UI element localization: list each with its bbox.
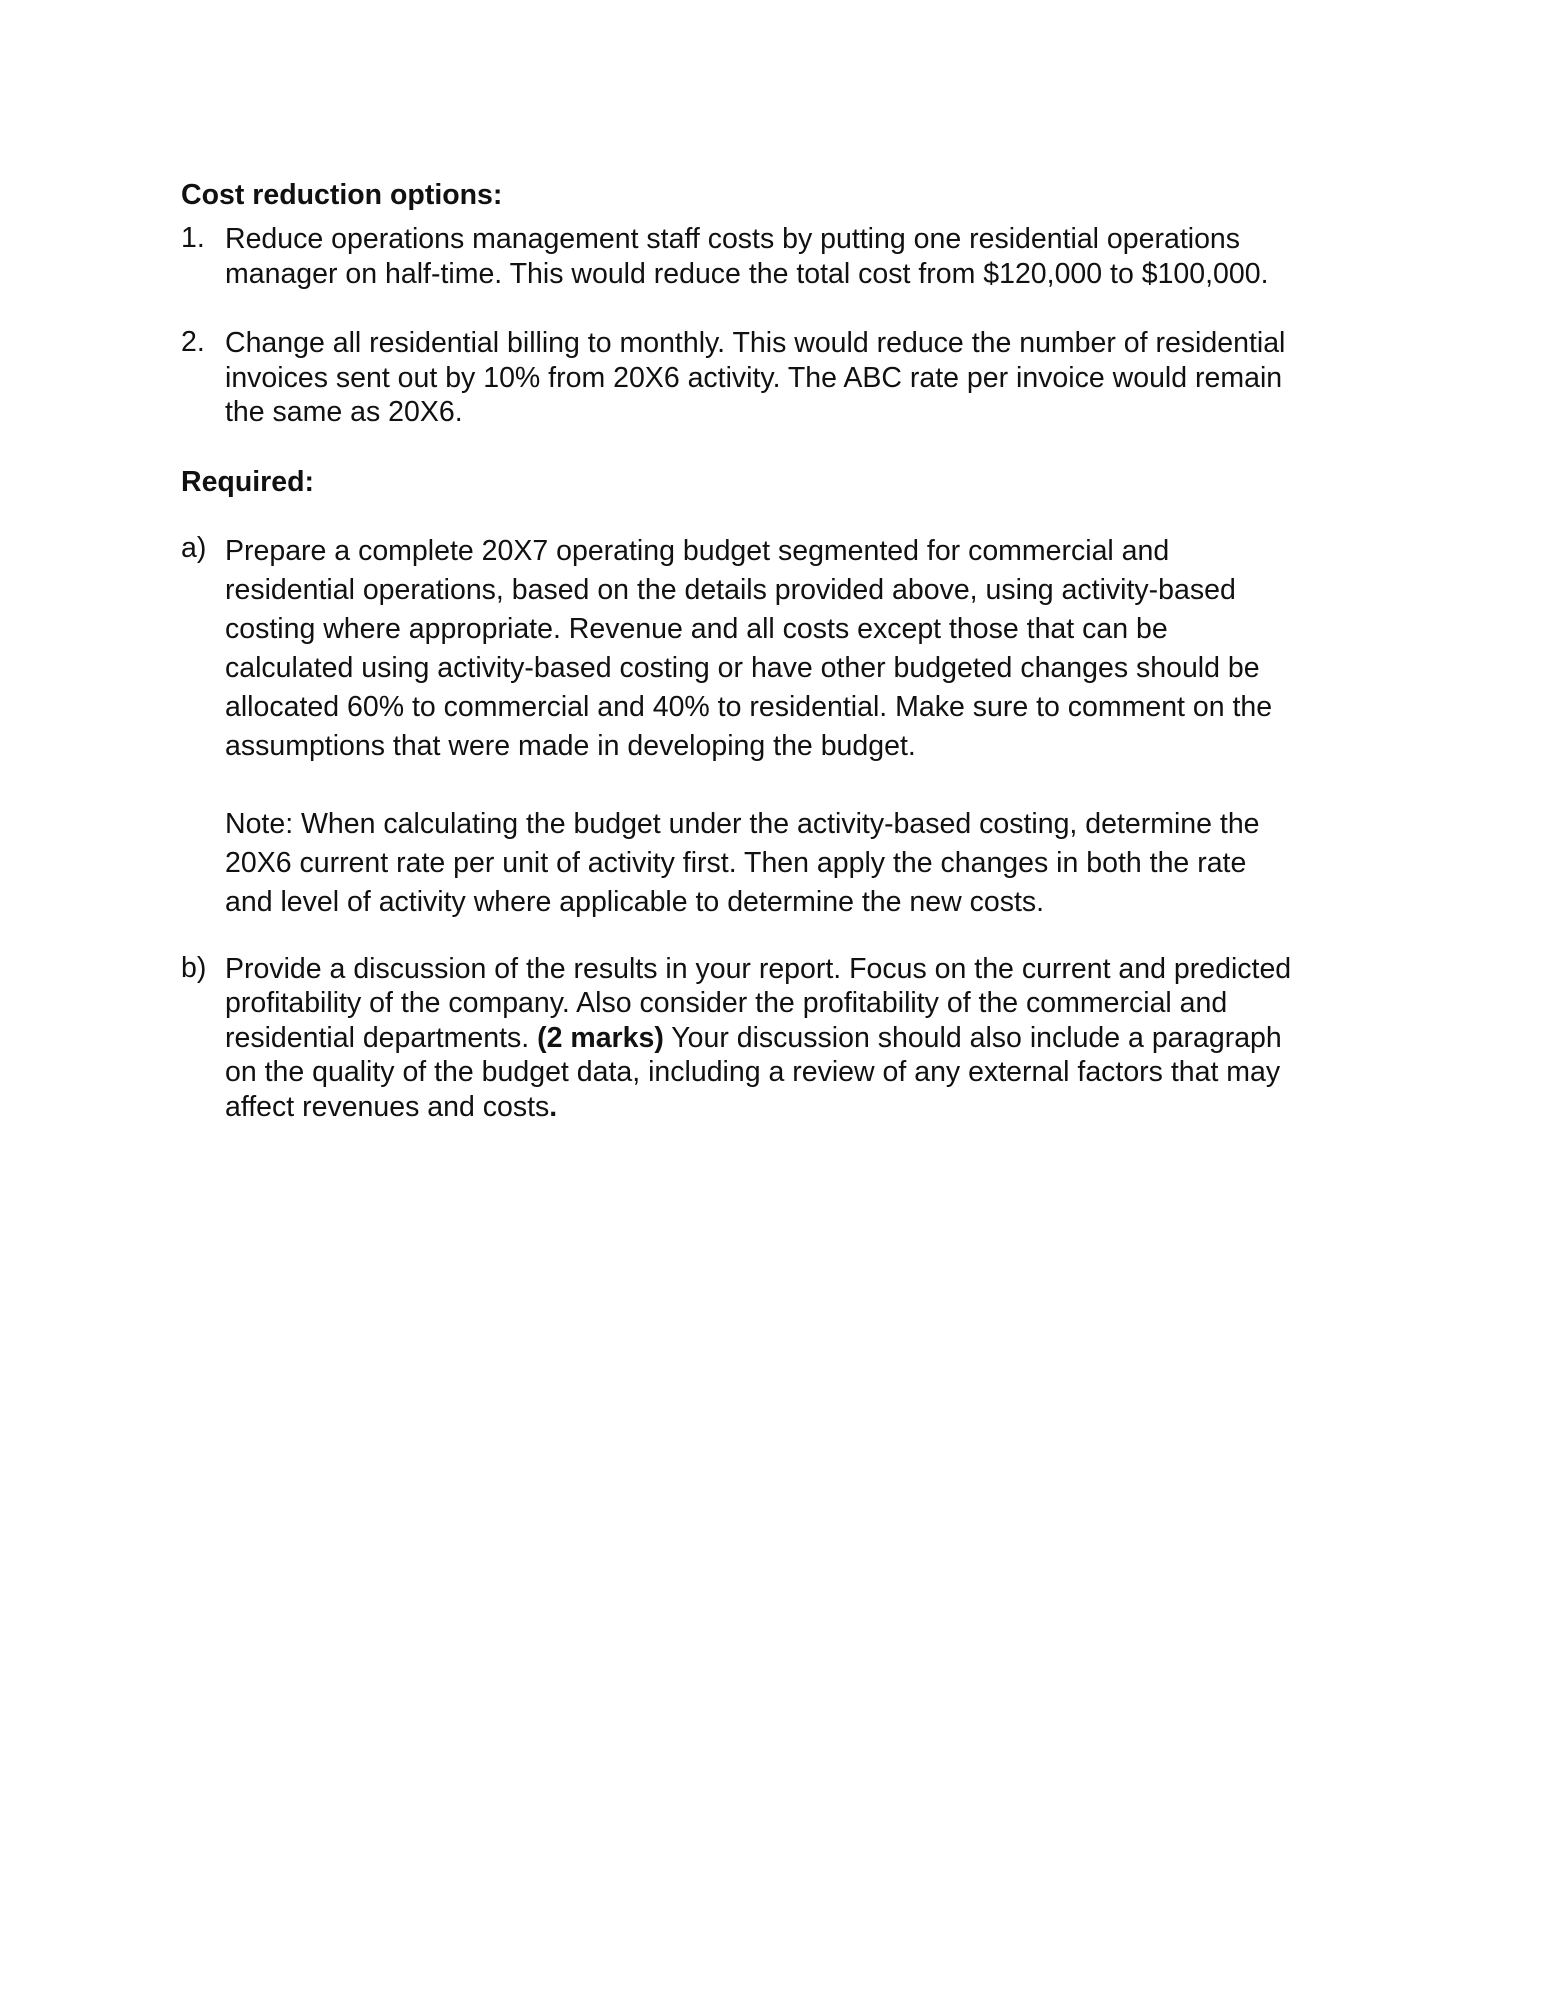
cost-reduction-heading: Cost reduction options: bbox=[181, 179, 503, 211]
text-line bbox=[225, 1090, 1381, 1125]
marks-label: (2 marks) bbox=[537, 1021, 664, 1054]
cost-option-1 bbox=[181, 222, 1381, 291]
text-fragment: . bbox=[549, 1090, 558, 1123]
note-line: and level of activity where applicable to determine the new costs. bbox=[225, 885, 1045, 918]
part-a-note bbox=[225, 805, 1381, 922]
required-part-b bbox=[181, 952, 1381, 1125]
list-marker: 1. bbox=[181, 222, 205, 254]
note-line: 20X6 current rate per unit of activity first. Then apply the changes in both the rate bbox=[225, 846, 1247, 879]
text-line: on the quality of the budget data, including a review of any external factors that may bbox=[225, 1056, 1281, 1088]
text-line: allocated 60% to commercial and 40% to residential. Make sure to comment on the bbox=[225, 690, 1273, 723]
cost-option-2 bbox=[181, 326, 1381, 430]
text-line: Provide a discussion of the results in your report. Focus on the current and predicted bbox=[225, 952, 1292, 985]
text-line: profitability of the company. Also consider the profitability of the commercial and bbox=[225, 987, 1228, 1019]
text-fragment: Your discussion should also include a paragraph bbox=[663, 1021, 1282, 1054]
note-line: Note: When calculating the budget under the activity-based costing, determine the bbox=[225, 807, 1260, 840]
list-marker: 2. bbox=[181, 326, 205, 358]
text-line: costing where appropriate. Revenue and all costs except those that can be bbox=[225, 612, 1168, 645]
text-line: residential operations, based on the details provided above, using activity-based bbox=[225, 573, 1236, 606]
text-fragment: affect revenues and costs bbox=[225, 1090, 550, 1123]
text-line bbox=[225, 1021, 1381, 1056]
text-line: Prepare a complete 20X7 operating budget segmented for commercial and bbox=[225, 534, 1170, 567]
text-line: Reduce operations management staff costs by putting one residential operations bbox=[225, 223, 1241, 255]
text-line: invoices sent out by 10% from 20X6 activity. The ABC rate per invoice would remain bbox=[225, 361, 1283, 394]
required-part-a bbox=[181, 532, 1381, 922]
required-heading: Required: bbox=[181, 465, 315, 498]
text-fragment: residential departments. bbox=[225, 1021, 538, 1054]
page-content bbox=[181, 178, 1381, 1124]
text-line: manager on half-time. This would reduce the total cost from $120,000 to $100,000. bbox=[225, 257, 1269, 290]
text-line: Change all residential billing to monthly. This would reduce the number of residential bbox=[225, 327, 1286, 359]
text-line: assumptions that were made in developing the budget. bbox=[225, 729, 916, 762]
text-line: calculated using activity-based costing or have other budgeted changes should be bbox=[225, 651, 1260, 684]
list-marker: b) bbox=[181, 951, 207, 984]
list-marker: a) bbox=[181, 531, 207, 564]
text-line: the same as 20X6. bbox=[225, 396, 463, 428]
